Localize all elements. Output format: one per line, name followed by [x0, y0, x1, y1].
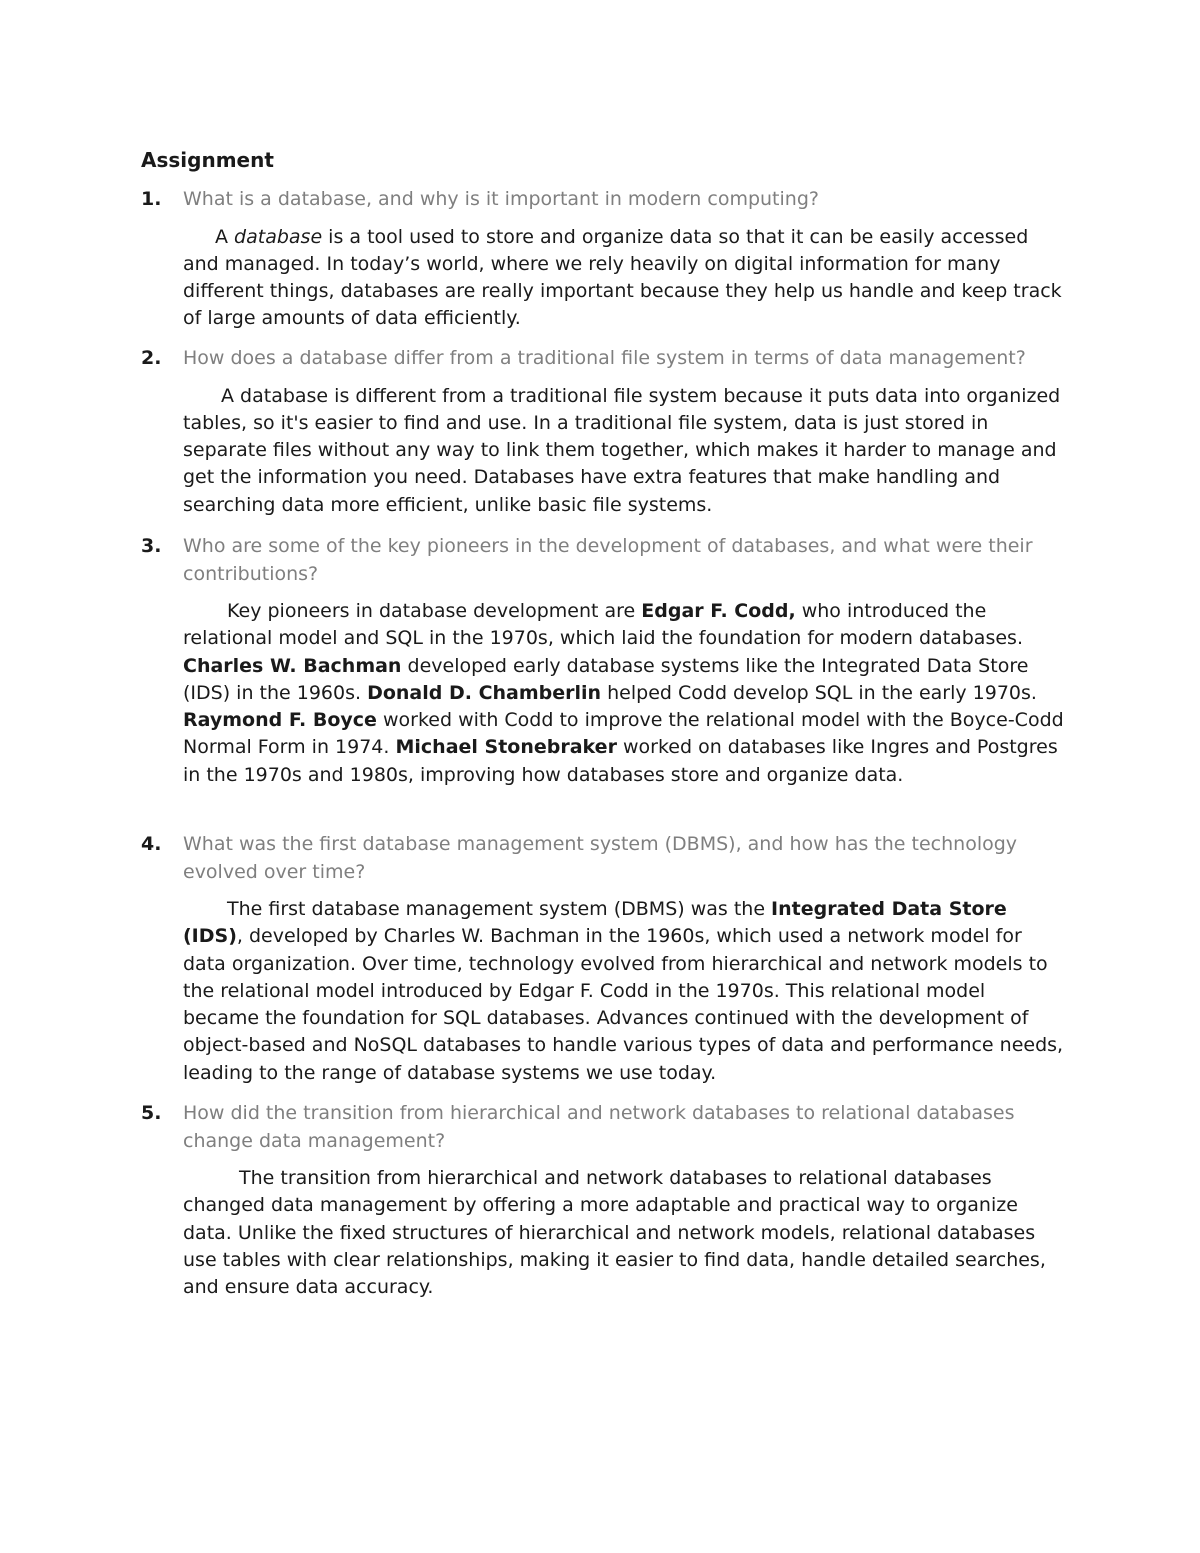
- answer-term-database: database: [234, 225, 323, 248]
- question-text: How did the transition from hierarchical and network databases to relational databases change data management?: [183, 1102, 1015, 1152]
- answer-text: helped Codd develop SQL in the early 1970s.: [601, 681, 1037, 704]
- pioneer-name: Edgar F. Codd,: [641, 600, 796, 622]
- answer-5: [183, 1165, 1066, 1301]
- answer-text: A database is different from a traditional file system because it puts data into organized tables, so it's easier to find and use. In a traditional file system, data is just stored in separate files without any way to link them together, which makes it harder to manage and get the information you need. Databases have extra features that make handling and searching data more efficient, unlike basic file systems.: [183, 384, 1061, 516]
- question-text: What was the first database management system (DBMS), and how has the technology evolved over time?: [183, 833, 1018, 883]
- answer-highlight: Integrated Data Store (IDS): [183, 898, 1007, 948]
- answer-text: worked with Codd to improve the relational model with the Boyce-Codd Normal Form in 1974.: [183, 709, 1064, 759]
- answer-text: , developed by Charles W. Bachman in the 1960s, which used a network model for data organization. Over time, technology evolved from hierarchical and network models to the relational model introduced by Edgar F. Codd in the 1970s. This relational model became the foundation for SQL databases. Advances continued with the development of object-based and NoSQL databases to handle various types of data and performance needs, leading to the range of database systems we use today.: [183, 925, 1064, 1084]
- question-number: 3.: [141, 535, 162, 557]
- answer-text: is a tool used to store and organize data so that it can be easily accessed and managed. In today’s world, where we rely heavily on digital information for many different things, databases are really important because they help us handle and keep track of large amounts of data efficiently.: [183, 225, 1062, 330]
- question-text: How does a database differ from a traditional file system in terms of data management?: [183, 347, 1026, 369]
- qa-item-4: [141, 831, 1066, 1087]
- answer-text: worked on databases like Ingres and Postgres in the 1970s and 1980s, improving how databases store and organize data.: [183, 736, 1058, 786]
- pioneer-name: Michael Stonebraker: [395, 736, 617, 759]
- question-number: 5.: [141, 1102, 162, 1124]
- question-3: [141, 533, 1066, 588]
- document-title: Assignment: [141, 148, 274, 172]
- answer-text: developed early database systems like the Integrated Data Store (IDS) in the 1960s.: [183, 654, 1029, 704]
- qa-item-5: [141, 1100, 1066, 1301]
- question-1: [141, 186, 1066, 214]
- question-text: What is a database, and why is it important in modern computing?: [183, 188, 819, 210]
- question-number: 1.: [141, 188, 162, 210]
- answer-text: The transition from hierarchical and network databases to relational databases changed data management by offering a more adaptable and practical way to organize data. Unlike the fixed structures of hierarchical and network models, relational databases use tables with clear relationships, making it easier to find data, handle detailed searches, and ensure data accuracy.: [183, 1167, 1046, 1299]
- answer-1: [183, 224, 1066, 333]
- qa-item-2: [141, 345, 1066, 519]
- qa-item-3: [141, 533, 1066, 789]
- question-2: [141, 345, 1066, 373]
- question-number: 2.: [141, 347, 162, 369]
- answer-4: [183, 896, 1066, 1087]
- pioneer-name: Donald D. Chamberlin: [367, 681, 602, 704]
- question-5: [141, 1100, 1066, 1155]
- qa-item-1: [141, 186, 1066, 333]
- answer-2: [183, 383, 1066, 519]
- answer-3: [183, 598, 1066, 789]
- answer-text: who introduced the relational model and SQL in the 1970s, which laid the foundation for modern databases.: [183, 600, 1023, 650]
- answer-text: The first database management system (DBMS) was the: [227, 898, 772, 920]
- pioneer-name: Charles W. Bachman: [183, 654, 402, 677]
- pioneer-name: Raymond F. Boyce: [183, 709, 377, 732]
- question-text: Who are some of the key pioneers in the development of databases, and what were their contributions?: [183, 535, 1033, 585]
- question-number: 4.: [141, 833, 162, 855]
- answer-text: Key pioneers in database development are: [227, 600, 642, 622]
- question-4: [141, 831, 1066, 886]
- answer-text: A: [215, 225, 235, 248]
